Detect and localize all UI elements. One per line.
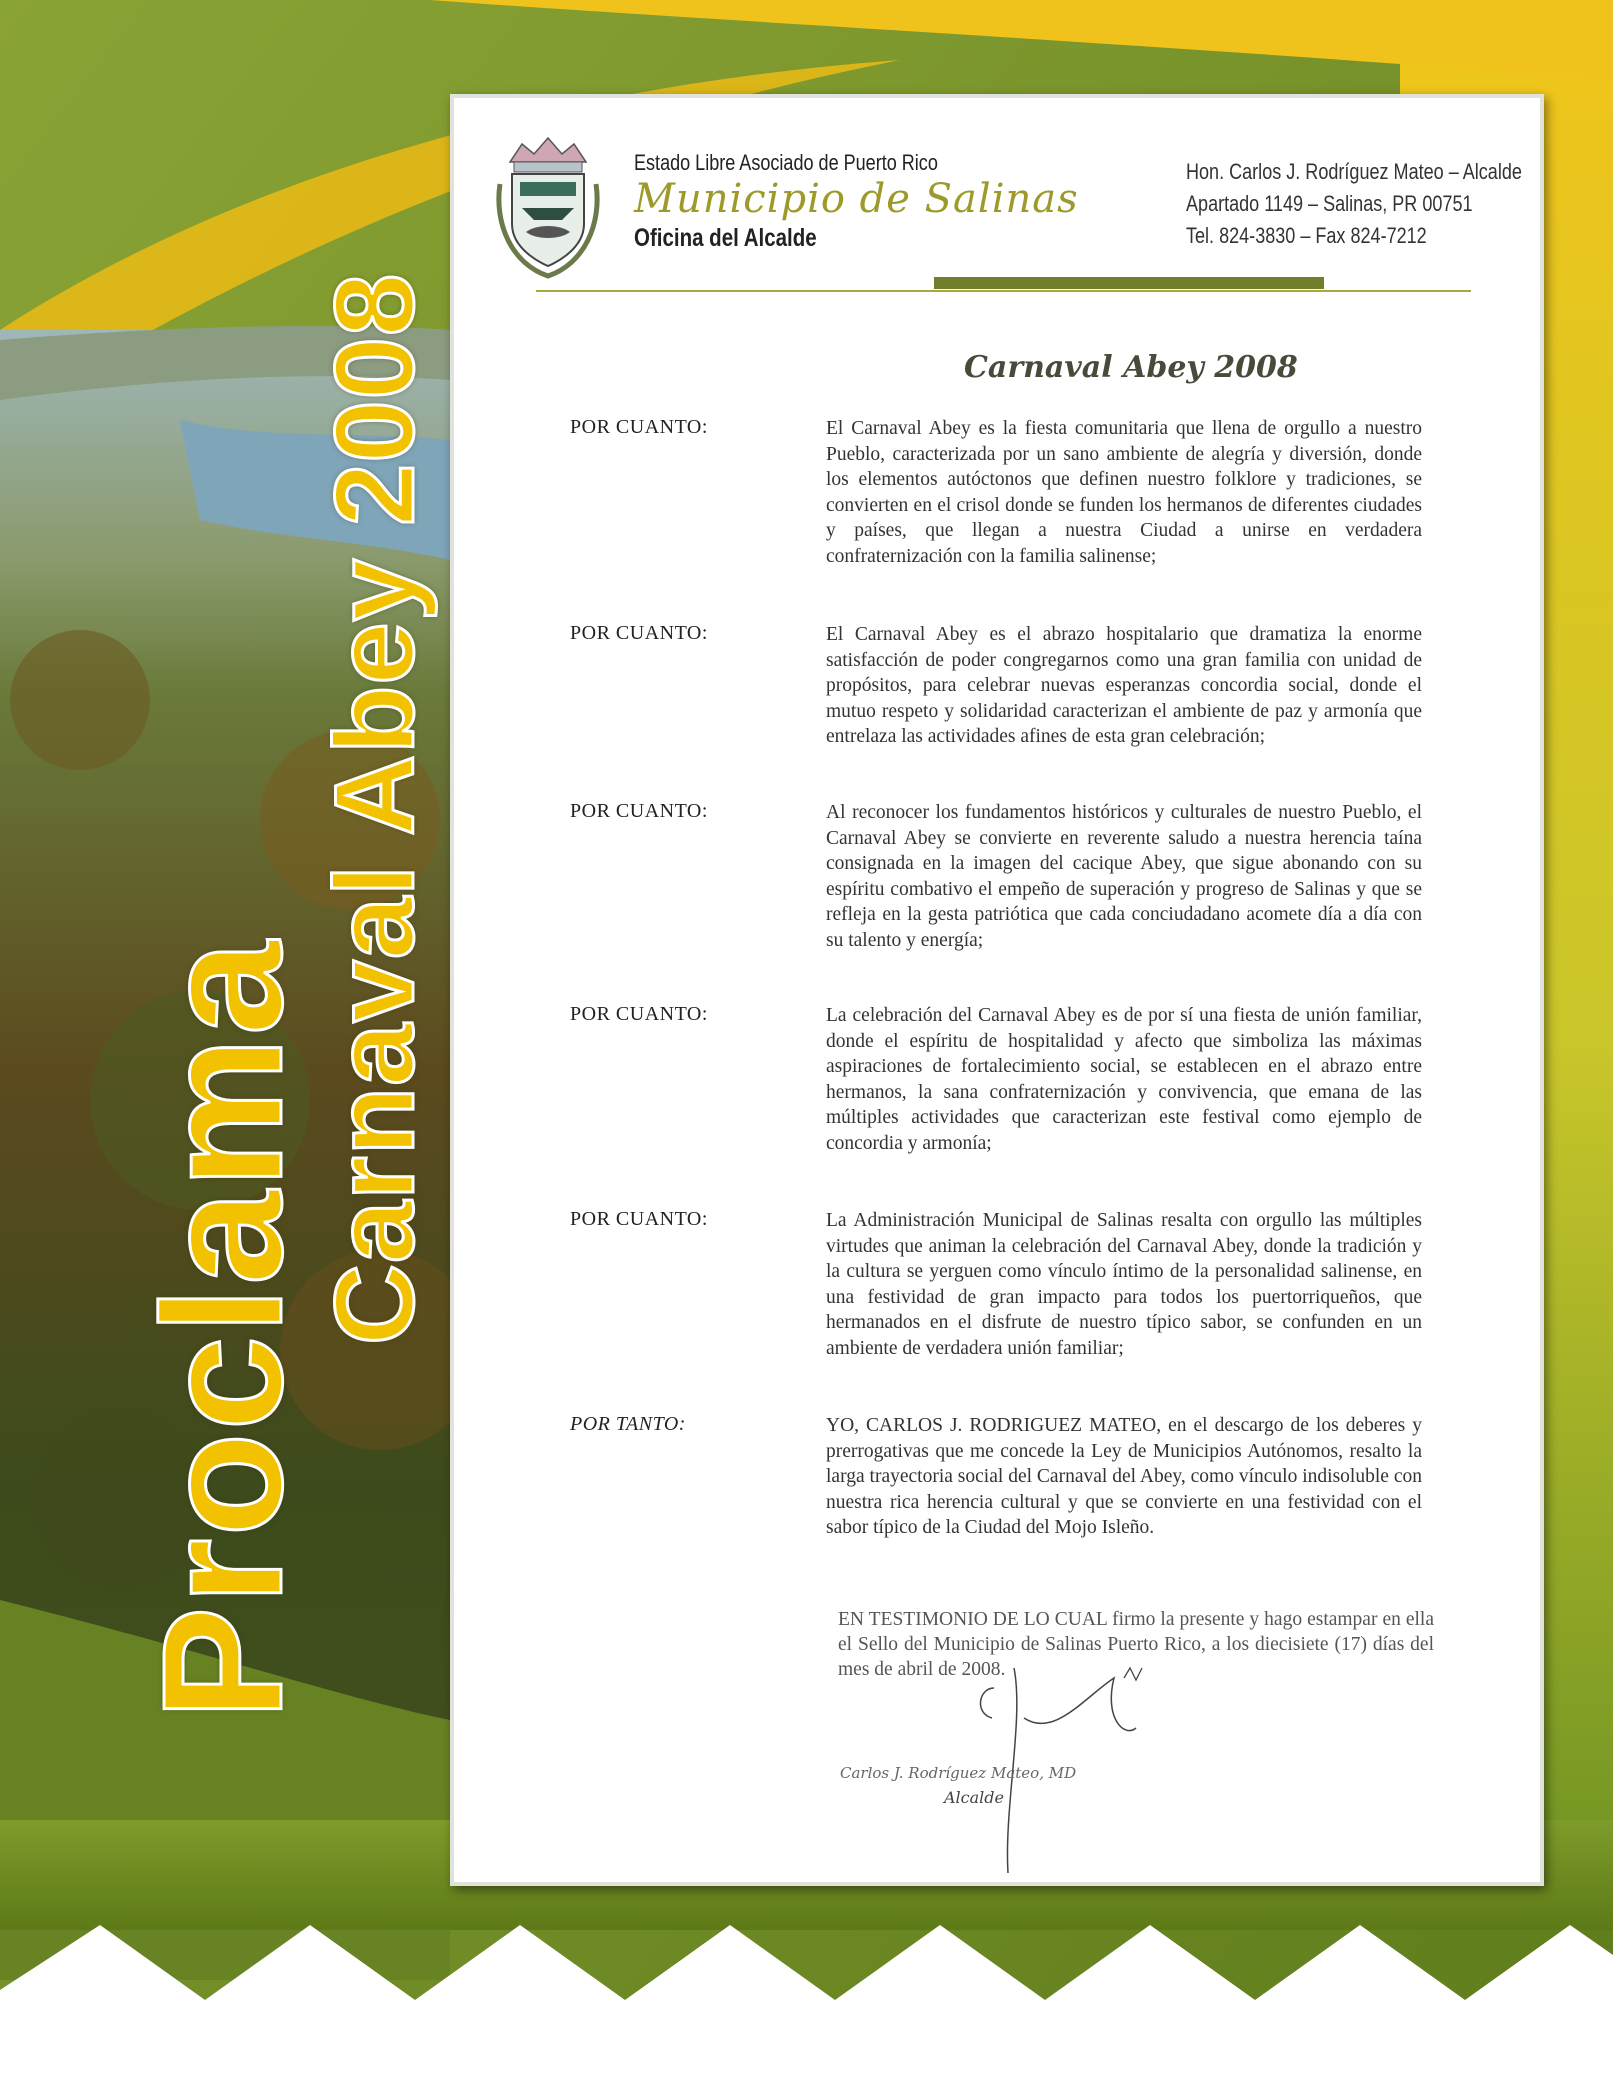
clause-text: El Carnaval Abey es la fiesta comunitaria que llena de orgullo a nuestro Pueblo, caracterizada por un sano ambiente de alegría y diversión, donde los elementos autóctonos que definen nuestro folklore y tradiciones, se convierten en el crisol donde se funden los hermanos de diferentes ciudades y países, que llegan a nuestra Ciudad a unirse en verdadera confraternización con la familia salinense; [826,418,1422,567]
clause-label: POR TANTO: [570,1413,686,1435]
proclamation-document [450,94,1544,1886]
municipal-crest-icon [492,124,604,282]
letterhead-address: Apartado 1149 – Salinas, PR 00751 [1186,191,1473,216]
clause-label: POR CUANTO: [570,800,708,822]
letterhead-office: Oficina del Alcalde [634,224,817,252]
testimonio-text: EN TESTIMONIO DE LO CUAL firmo la presente y hago estampar en ella el Sello del Municipio de Salinas Puerto Rico, a los diecisiete (17) días del mes de abril de 2008. [838,1609,1434,1680]
letterhead-mayor: Hon. Carlos J. Rodríguez Mateo – Alcalde [1186,159,1522,184]
letterhead-accent-bar [934,277,1324,289]
clause-text: La Administración Municipal de Salinas resalta con orgullo las múltiples virtudes que animan la celebración del Carnaval Abey, donde la tradición y la cultura se yerguen como vínculo íntimo de la personalidad salinense, en una festividad de gran impacto para todos los puertorriqueños, que hermanados en el disfrute de nuestro típico sabor, se confunden en un ambiente de verdadera unión familiar; [826,1210,1422,1359]
clause-label: POR CUANTO: [570,622,708,644]
clause-label: POR CUANTO: [570,1003,708,1025]
clause-text: El Carnaval Abey es el abrazo hospitalario que dramatiza la enorme satisfacción de poder congregarnos como una gran familia con unidad de propósitos, para celebrar nuevas esperanzas concordia social, donde el mutuo respeto y solidaridad caracterizan el ambiente de paz y armonía que entrelaza las actividades afines de esta gran celebración; [826,624,1422,747]
clause-label: POR CUANTO: [570,1208,708,1230]
cover-title-carnaval: Carnaval Abey 2008 [312,272,437,1345]
letterhead-phone: Tel. 824-3830 – Fax 824-7212 [1186,223,1427,248]
cover-title-proclama: Proclama [128,938,318,1720]
letterhead-municipality: Municipio de Salinas [634,176,1079,222]
letterhead-divider [536,290,1471,292]
signatory-name: Carlos J. Rodríguez Mateo, MD [840,1764,1077,1782]
letterhead-left [634,150,1079,253]
clause-text: La celebración del Carnaval Abey es de por sí una fiesta de unión familiar, donde el espíritu de hospitalidad y afecto que simboliza las máximas aspiraciones de fortalecimiento social, se establecen en el abrazo entre hermanos, la sana confraternización y convivencia, que emana de las múltiples actividades que caracterizan este festival como ejemplo de concordia y armonía; [826,1005,1422,1154]
letterhead-state: Estado Libre Asociado de Puerto Rico [634,150,938,175]
clause-text: YO, CARLOS J. RODRIGUEZ MATEO, en el descargo de los deberes y prerrogativas que me concede la Ley de Municipios Autónomos, resalto la larga trayectoria social del Carnaval del Abey, como vínculo indisoluble con nuestra rica herencia cultural y que se convierte en una festividad con el sabor típico de la Ciudad del Mojo Isleño. [826,1415,1422,1538]
letterhead-right [1186,156,1522,252]
clause-label: POR CUANTO: [570,416,708,438]
document-title: Carnaval Abey 2008 [964,350,1298,385]
signatory-role: Alcalde [944,1788,1004,1807]
clause-text: Al reconocer los fundamentos históricos y culturales de nuestro Pueblo, el Carnaval Abey se convierte en reverente saludo a nuestra herencia taína consignada en la imagen del cacique Abey, que sigue abonando con su espíritu combativo el empeño de superación y progreso de Salinas y que se refleja en la gesta patriótica que cada conciudadano acomete día a día con su talento y energía; [826,802,1422,951]
